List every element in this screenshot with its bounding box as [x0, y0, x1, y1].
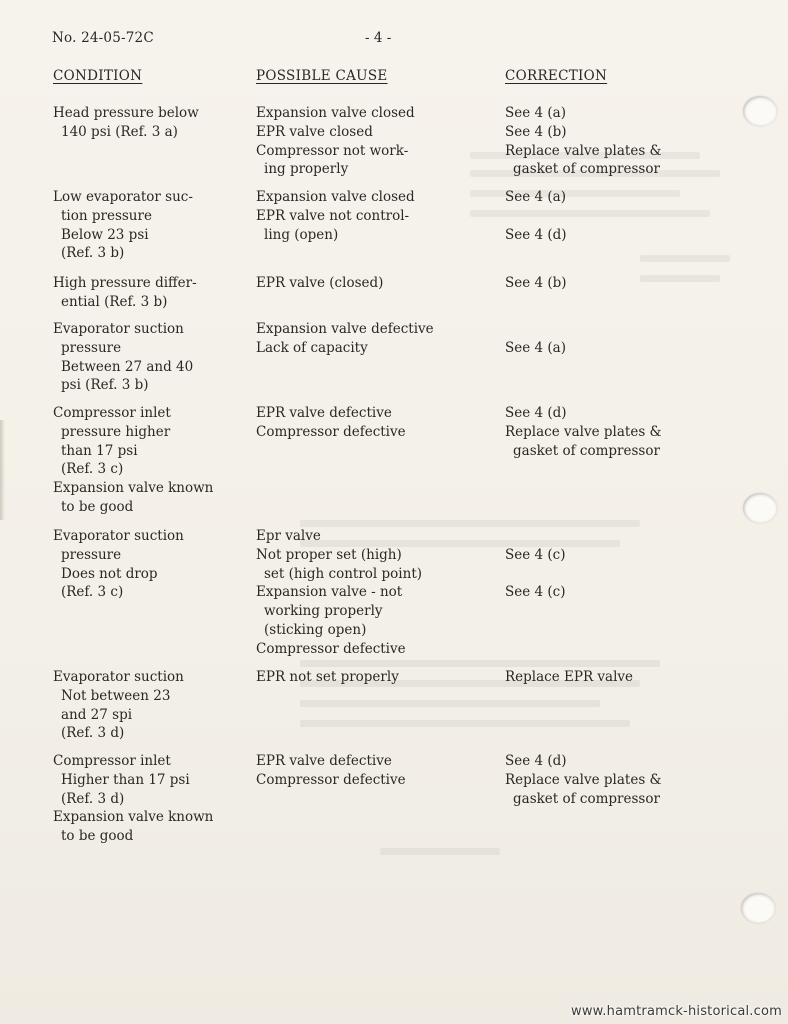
cell-line: working properly [264, 603, 383, 620]
punch-hole-middle [743, 493, 777, 523]
cell-line: See 4 (c) [505, 584, 566, 601]
cell-line: Replace valve plates & [505, 771, 662, 788]
cell-line: Replace valve plates & [505, 423, 662, 440]
cell-line: Compressor defective [256, 640, 406, 657]
cell-line: Replace valve plates & [505, 142, 662, 159]
condition-cell [53, 668, 243, 743]
cell-line: Compressor defective [256, 423, 406, 440]
condition-cell [53, 527, 243, 602]
cell-line: Head pressure below [53, 105, 199, 121]
cell-line: Lack of capacity [256, 339, 368, 356]
cell-line: EPR not set properly [256, 669, 399, 685]
cell-line: See 4 (d) [505, 753, 567, 769]
cause-cell [256, 668, 496, 687]
correction-cell [505, 274, 745, 293]
cell-line: EPR valve not control- [256, 207, 410, 224]
cell-line: Not between 23 [61, 687, 171, 704]
cell-line: Evaporator suction [53, 528, 184, 544]
condition-cell [53, 320, 243, 395]
cell-line: See 4 (b) [505, 275, 567, 291]
cause-cell [256, 320, 496, 358]
cell-line: (Ref. 3 c) [61, 461, 124, 478]
condition-cell [53, 274, 243, 312]
cell-line: psi (Ref. 3 b) [61, 377, 149, 394]
column-header-possible-cause: POSSIBLE CAUSE [256, 68, 388, 84]
cell-line: Replace EPR valve [505, 669, 634, 685]
website-watermark: www.hamtramck-historical.com [571, 1004, 782, 1019]
cell-line [505, 207, 745, 226]
correction-cell [505, 404, 745, 460]
cell-line: Expansion valve - not [256, 584, 403, 601]
cell-line: Higher than 17 psi [61, 771, 190, 788]
cell-line: Evaporator suction [53, 669, 184, 685]
cell-line: Low evaporator suc- [53, 189, 193, 205]
page-edge-shadow [0, 420, 5, 520]
correction-cell [505, 320, 745, 358]
cell-line: Expansion valve closed [256, 189, 415, 205]
cause-cell [256, 274, 496, 293]
cell-line: Expansion valve closed [256, 105, 415, 121]
cell-line: Compressor not work- [256, 142, 409, 159]
cell-line: gasket of compressor [513, 790, 660, 807]
cell-line: tion pressure [61, 207, 152, 224]
column-header-condition: CONDITION [53, 68, 143, 84]
cell-line: Evaporator suction [53, 321, 184, 337]
cell-line: EPR valve (closed) [256, 275, 384, 291]
cell-line: set (high control point) [264, 565, 423, 582]
cell-line: than 17 psi [61, 442, 138, 459]
cell-line: to be good [61, 828, 134, 845]
cell-line: EPR valve defective [256, 405, 392, 421]
condition-cell [53, 404, 243, 517]
cell-line: Expansion valve known [53, 809, 214, 826]
condition-cell [53, 752, 243, 846]
cell-line: to be good [61, 498, 134, 515]
cell-line: See 4 (b) [505, 123, 567, 140]
cell-line: Expansion valve known [53, 480, 214, 497]
cell-line: EPR valve closed [256, 123, 373, 140]
cell-line: pressure [61, 339, 122, 356]
cell-line: See 4 (a) [505, 339, 566, 356]
cell-line: (Ref. 3 d) [61, 725, 125, 742]
cause-cell [256, 104, 496, 179]
page-number: - 4 - [365, 30, 392, 46]
cell-line [505, 527, 745, 546]
punch-hole-top [743, 96, 777, 126]
cell-line: EPR valve defective [256, 753, 392, 769]
cell-line: ential (Ref. 3 b) [61, 293, 168, 310]
correction-cell [505, 752, 745, 808]
condition-cell [53, 188, 243, 263]
cell-line: (Ref. 3 d) [61, 790, 125, 807]
cell-line: Compressor defective [256, 771, 406, 788]
cell-line: Compressor inlet [53, 405, 171, 421]
cause-cell [256, 404, 496, 442]
cell-line: gasket of compressor [513, 442, 660, 459]
correction-cell [505, 668, 745, 687]
cell-line: Compressor inlet [53, 753, 171, 769]
cell-line: pressure higher [61, 423, 171, 440]
correction-cell [505, 188, 745, 244]
cell-line: See 4 (a) [505, 189, 566, 205]
cell-line: Between 27 and 40 [61, 358, 194, 375]
cell-line: Does not drop [61, 565, 158, 582]
cell-line: See 4 (d) [505, 405, 567, 421]
cell-line: gasket of compressor [513, 161, 660, 178]
cause-cell [256, 527, 496, 659]
cell-line: (Ref. 3 c) [61, 584, 124, 601]
cell-line: Below 23 psi [61, 226, 149, 243]
cell-line: Expansion valve defective [256, 321, 434, 337]
cell-line: pressure [61, 546, 122, 563]
condition-cell [53, 104, 243, 142]
cell-line: ling (open) [264, 226, 339, 243]
punch-hole-bottom [741, 893, 775, 923]
cause-cell [256, 188, 496, 244]
column-header-correction: CORRECTION [505, 68, 608, 84]
document-number: No. 24-05-72C [52, 30, 154, 46]
cause-cell [256, 752, 496, 790]
cell-line: See 4 (d) [505, 226, 567, 243]
cell-line: ing properly [264, 161, 349, 178]
cell-line: 140 psi (Ref. 3 a) [61, 123, 178, 140]
cell-line: See 4 (a) [505, 105, 566, 121]
correction-cell [505, 104, 745, 179]
cell-line: See 4 (c) [505, 546, 566, 563]
cell-line [505, 320, 745, 339]
cell-line: Epr valve [256, 528, 321, 544]
cell-line: Not proper set (high) [256, 546, 402, 563]
correction-cell [505, 527, 745, 602]
cell-line: High pressure differ- [53, 275, 197, 291]
cell-line [505, 565, 745, 584]
cell-line: (sticking open) [264, 621, 367, 638]
cell-line: (Ref. 3 b) [61, 245, 125, 262]
cell-line: and 27 spi [61, 706, 133, 723]
